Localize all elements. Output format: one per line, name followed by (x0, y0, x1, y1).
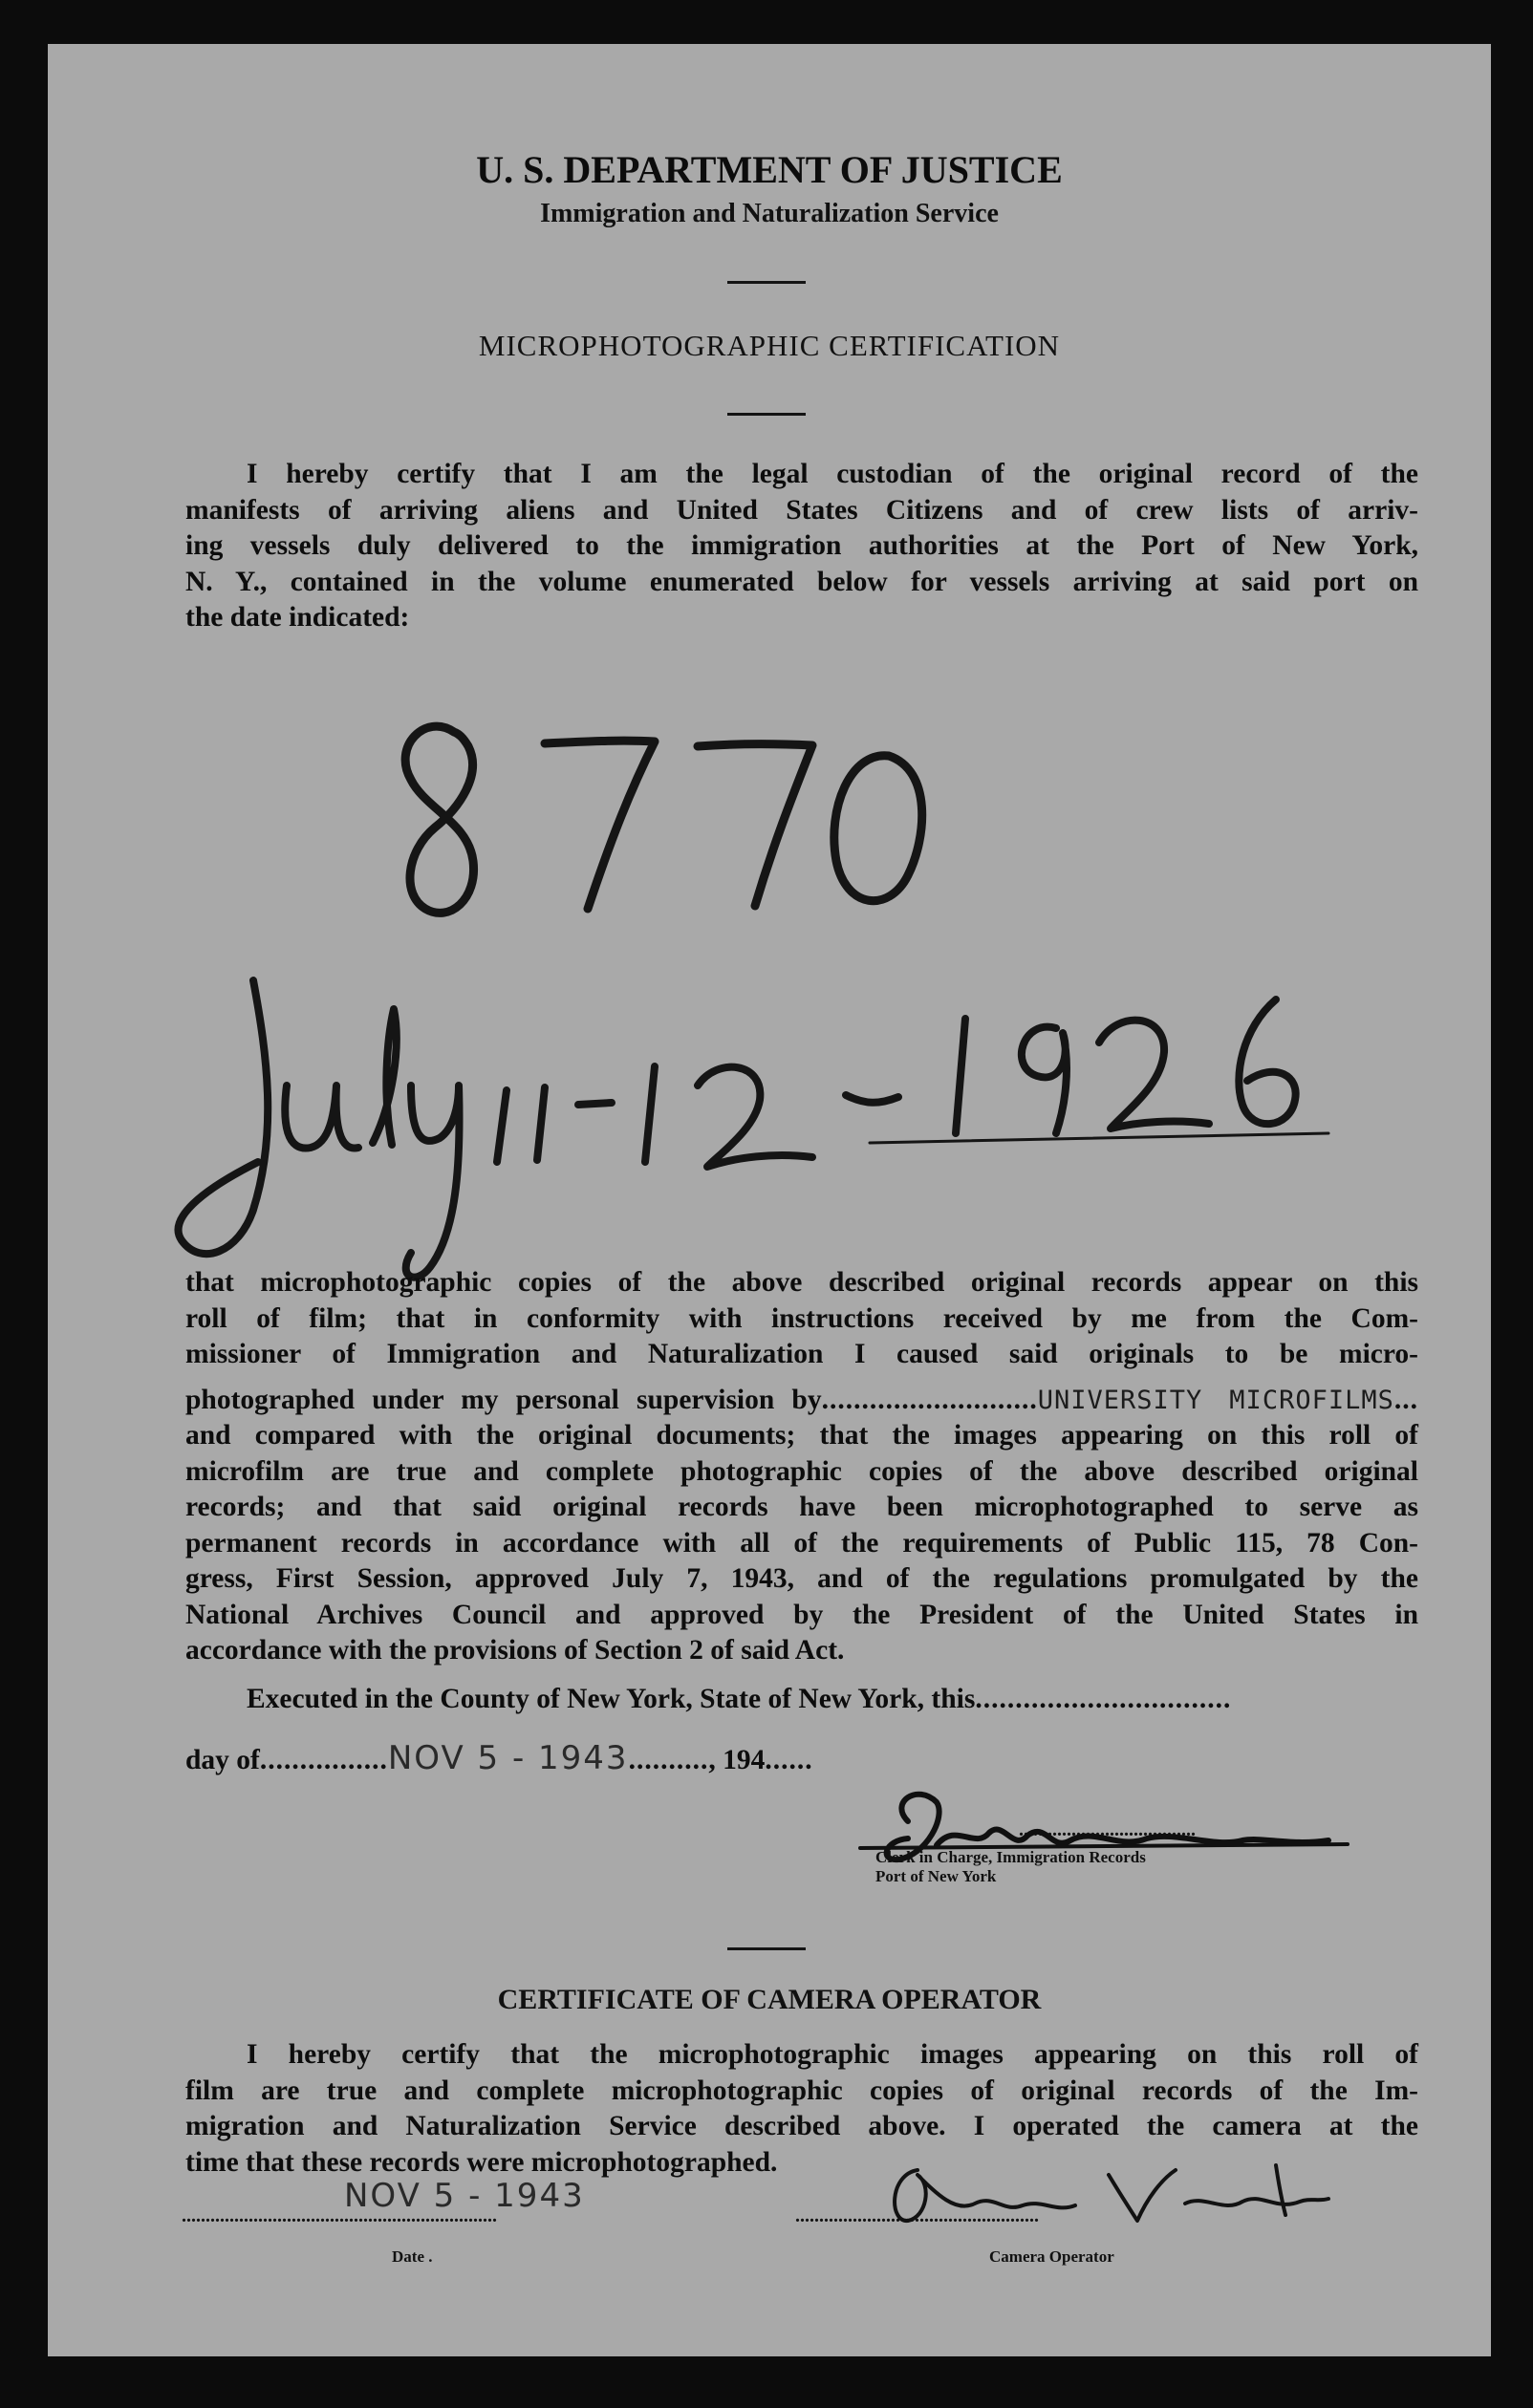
execution-stamp-date: NOV 5 - 1943 (387, 1739, 629, 1777)
certificate-sheet (48, 44, 1491, 2356)
camera-certificate-title: CERTIFICATE OF CAMERA OPERATOR (497, 1984, 1042, 2015)
day-dots-after: .......... (628, 1745, 709, 1775)
agency-heading: U. S. DEPARTMENT OF JUSTICE (476, 148, 1063, 191)
clerk-signature-dots: ..................................... (1019, 1819, 1196, 1840)
body-line: gress, First Session, approved July 7, 1943, and of the regulations promulgated by the (185, 1563, 1418, 1594)
execution-dots: ................................ (975, 1684, 1232, 1714)
body-line: accordance with the provisions of Section 2 of said Act. (185, 1635, 845, 1666)
camera-line: migration and Naturalization Service described above. I operated the camera at the (185, 2111, 1418, 2141)
date-dots: .................................................................. (182, 2205, 497, 2226)
clerk-title: Clerk in Charge, Immigration Records (875, 1848, 1146, 1866)
intro-line: N. Y., contained in the volume enumerated below for vessels arriving at said port on (185, 566, 1418, 597)
camera-operator-signature (851, 2146, 1348, 2242)
supervision-dots: ........................... (821, 1384, 1038, 1415)
camera-line: I hereby certify that the microphotographic images appearing on this roll of (247, 2039, 1418, 2070)
intro-line: manifests of arriving aliens and United States Citizens and of crew lists of arriv- (185, 494, 1418, 526)
intro-line: the date indicated: (185, 602, 410, 633)
heading-divider-bottom (727, 413, 806, 416)
year-dots: ...... (765, 1745, 813, 1775)
execution-line (185, 1682, 1418, 1718)
body-line: National Archives Council and approved by the President of the United States in (185, 1599, 1418, 1630)
day-of-label: day of (185, 1745, 260, 1775)
operator-company: UNIVERSITY MICROFILMS (1037, 1385, 1394, 1415)
camera-stamp-date: NOV 5 - 1943 (344, 2177, 585, 2215)
body-line: permanent records in accordance with all of the requirements of Public 115, 78 Con- (185, 1527, 1418, 1559)
camera-operator-label: Camera Operator (989, 2247, 1114, 2266)
execution-text: Executed in the County of New York, State of New York, this (247, 1684, 976, 1714)
camera-section-divider (727, 1947, 806, 1950)
handwritten-dates (179, 980, 1296, 1278)
body-line: roll of film; that in conformity with instructions received by me from the Com- (185, 1302, 1418, 1334)
certification-body (185, 1265, 1418, 1669)
handwritten-entry (48, 656, 1491, 1305)
day-dots: ................ (259, 1745, 388, 1775)
intro-line: I hereby certify that I am the legal custodian of the original record of the (247, 459, 1418, 489)
camera-line: film are true and complete microphotographic copies of original records of the Im- (185, 2075, 1418, 2106)
date-label: Date . (392, 2247, 433, 2266)
heading-divider-top (727, 281, 806, 284)
supervision-text: photographed under my personal supervision by (185, 1384, 822, 1415)
intro-line: ing vessels duly delivered to the immigration authorities at the Port of New York, (185, 530, 1418, 561)
intro-paragraph (185, 457, 1418, 636)
body-line: missioner of Immigration and Naturalization I caused said originals to be micro- (185, 1339, 1418, 1369)
body-line: microfilm are true and complete photographic copies of the above described original (185, 1455, 1418, 1487)
body-line: records; and that said original records have been microphotographed to serve as (185, 1492, 1418, 1522)
year-suffix: , 194 (708, 1745, 766, 1775)
clerk-port: Port of New York (875, 1867, 997, 1885)
form-title: MICROPHOTOGRAPHIC CERTIFICATION (478, 329, 1061, 362)
supervision-dots-tail: ... (1393, 1384, 1418, 1415)
service-heading: Immigration and Naturalization Service (540, 199, 999, 228)
handwritten-volume-number (405, 726, 922, 913)
body-line: that microphotographic copies of the above described original records appear on this (185, 1267, 1418, 1298)
handwritten-underline (870, 1133, 1328, 1143)
operator-dots: ................................................... (795, 2205, 1039, 2226)
body-line-supervision (185, 1383, 1418, 1419)
body-line: and compared with the original documents; that the images appearing on this roll of (185, 1420, 1418, 1451)
camera-line: time that these records were microphotographed. (185, 2146, 778, 2178)
execution-text-line (185, 1682, 1418, 1718)
